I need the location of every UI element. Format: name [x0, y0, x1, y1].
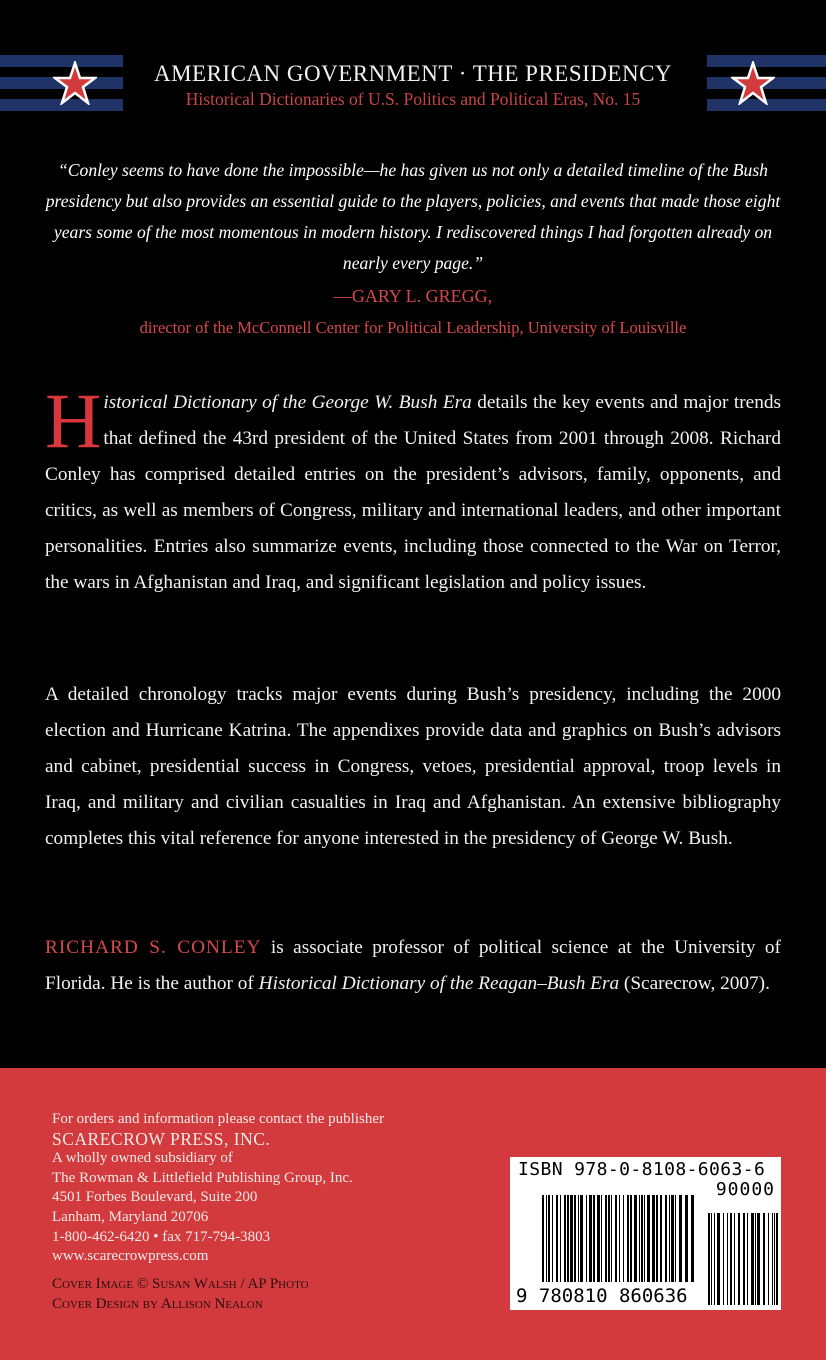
- description-paragraph-2: A detailed chronology tracks major events during Bush’s presidency, including the 2000 election and Hurricane Katrina. The appendixes provide data and graphics on Bush’s advisors and cabinet, presidential success in Congress, vetoes, presidential approval, troop levels in Iraq, and military and civilian casualties in Iraq and Afghanistan. An extensive bibliography completes this vital reference for anyone interested in the presidency of George W. Bush.: [45, 684, 781, 849]
- barcode-bar: [560, 1195, 561, 1282]
- barcode-bar: [738, 1213, 740, 1305]
- series-subtitle: Historical Dictionaries of U.S. Politics and Political Eras, No. 15: [185, 89, 641, 109]
- cover-design-credit: Cover Design by Allison Nealon: [52, 1296, 263, 1312]
- barcode-bar: [597, 1195, 600, 1282]
- price-addon-text: 90000: [715, 1179, 775, 1200]
- prior-book-title: Historical Dictionary of the Reagan–Bush Era: [258, 973, 620, 994]
- publisher-line: The Rowman & Littlefield Publishing Group, Inc.: [52, 1169, 353, 1186]
- author-bio: [45, 930, 781, 1002]
- publisher-city: Lanham, Maryland 20706: [52, 1208, 209, 1225]
- publisher-address: 4501 Forbes Boulevard, Suite 200: [52, 1189, 258, 1206]
- barcode-bar: [671, 1195, 674, 1282]
- barcode-bar: [691, 1195, 694, 1282]
- barcode-bar: [641, 1195, 643, 1282]
- barcode-bar: [730, 1213, 732, 1305]
- barcode-bar: [763, 1213, 765, 1305]
- barcode-bar: [708, 1213, 710, 1305]
- barcode-bar: [619, 1195, 620, 1282]
- barcode-bar: [556, 1195, 558, 1282]
- barcode-bar: [593, 1195, 595, 1282]
- barcode-bar: [546, 1195, 547, 1282]
- barcode-bar: [723, 1213, 724, 1305]
- barcode-bar: [570, 1195, 573, 1282]
- bio-text: is associate professor of political science at the University of Florida. He is the author of: [45, 937, 781, 994]
- barcode-bar: [574, 1195, 576, 1282]
- barcode-bar: [734, 1213, 735, 1305]
- ean-text: 9 780810 860636: [516, 1285, 688, 1307]
- barcode-bar: [634, 1195, 637, 1282]
- book-title: istorical Dictionary of the George W. Bush Era: [103, 392, 472, 413]
- barcode-bar: [755, 1213, 756, 1305]
- publisher-line: For orders and information please contact the publisher: [52, 1111, 384, 1127]
- barcode-bar: [611, 1195, 612, 1282]
- barcode-bar: [542, 1195, 544, 1282]
- publisher-info: [52, 1110, 384, 1267]
- publisher-line: A wholly owned subsidiary of: [52, 1150, 233, 1167]
- series-title: AMERICAN GOVERNMENT · THE PRESIDENCY: [153, 61, 673, 86]
- publisher-panel: [0, 1068, 826, 1360]
- barcode-bar: [552, 1195, 553, 1282]
- bio-text-end: (Scarecrow, 2007).: [619, 973, 770, 994]
- barcode-bar: [751, 1213, 754, 1305]
- quote-author: —GARY L. GREGG,: [333, 286, 493, 306]
- barcode-bar: [743, 1213, 745, 1305]
- barcode-bar: [589, 1195, 592, 1282]
- quote-affiliation: director of the McConnell Center for Political Leadership, University of Louisville: [139, 318, 687, 337]
- barcode-bar: [747, 1213, 748, 1305]
- barcode-bar: [647, 1195, 650, 1282]
- drop-cap: H: [45, 377, 102, 464]
- barcode-bar: [564, 1195, 566, 1282]
- barcode-bar: [768, 1213, 769, 1305]
- barcode-bar: [601, 1195, 602, 1282]
- cover-credits: [52, 1274, 309, 1314]
- quote-attribution: [0, 281, 826, 343]
- barcode-bar: [630, 1195, 632, 1282]
- cover-image-credit: Cover Image © Susan Walsh / AP Photo: [52, 1276, 309, 1292]
- barcode-bar: [627, 1195, 629, 1282]
- barcode-bar: [656, 1195, 658, 1282]
- barcode-bar: [714, 1213, 715, 1305]
- barcode-bar: [711, 1213, 712, 1305]
- barcode-bar: [605, 1195, 607, 1282]
- barcode-bar: [615, 1195, 617, 1282]
- barcode-bar: [660, 1195, 662, 1282]
- barcode-bar: [567, 1195, 569, 1282]
- barcode-bar: [727, 1213, 728, 1305]
- barcode-bar: [685, 1195, 688, 1282]
- barcode-bar: [652, 1195, 655, 1282]
- barcode-bar: [679, 1195, 682, 1282]
- barcode-bar: [669, 1195, 670, 1282]
- publisher-name: SCARECROW PRESS, INC.: [52, 1128, 271, 1149]
- endorsement-quote: “Conley seems to have done the impossible—he has given us not only a detailed timeline of the Bush presidency but also provides an essential guide to the players, policies, and events that made those eight years some of the most momentous in modern history. I rediscovered things I had forgotten already on nearly every page.”: [45, 160, 781, 273]
- barcode-bar: [644, 1195, 645, 1282]
- barcode-bar: [608, 1195, 610, 1282]
- barcode-bar: [639, 1195, 640, 1282]
- barcode-bar: [586, 1195, 587, 1282]
- barcode-bar: [774, 1213, 775, 1305]
- barcode-bar: [665, 1195, 667, 1282]
- barcode-bar: [717, 1213, 720, 1305]
- author-name: RICHARD S. CONLEY: [45, 937, 262, 958]
- paragraph-text: details the key events and major trends that defined the 43rd president of the United States from 2001 through 2008. Richard Conley has comprised detailed entries on the president’s advisors, family, opponents, and critics, as well as members of Congress, military and international leaders, and other important personalities. Entries also summarize events, including those connected to the War on Terror, the wars in Afghanistan and Iraq, and significant legislation and policy issues.: [45, 392, 781, 593]
- barcode-bar: [548, 1195, 550, 1282]
- barcode-bar: [675, 1195, 676, 1282]
- publisher-phone: 1-800-462-6420 • fax 717-794-3803: [52, 1228, 271, 1245]
- barcode-bar: [776, 1213, 778, 1305]
- isbn-text: ISBN 978-0-8108-6063-6: [518, 1159, 766, 1180]
- isbn-barcode: [510, 1157, 781, 1310]
- barcode-bar: [757, 1213, 760, 1305]
- description-paragraph-1: [45, 377, 781, 601]
- barcode-bar: [623, 1195, 624, 1282]
- barcode-bar: [578, 1195, 579, 1282]
- series-header: [0, 60, 826, 110]
- publisher-website: www.scarecrowpress.com: [52, 1248, 209, 1265]
- barcode-bar: [772, 1213, 773, 1305]
- barcode-bar: [580, 1195, 583, 1282]
